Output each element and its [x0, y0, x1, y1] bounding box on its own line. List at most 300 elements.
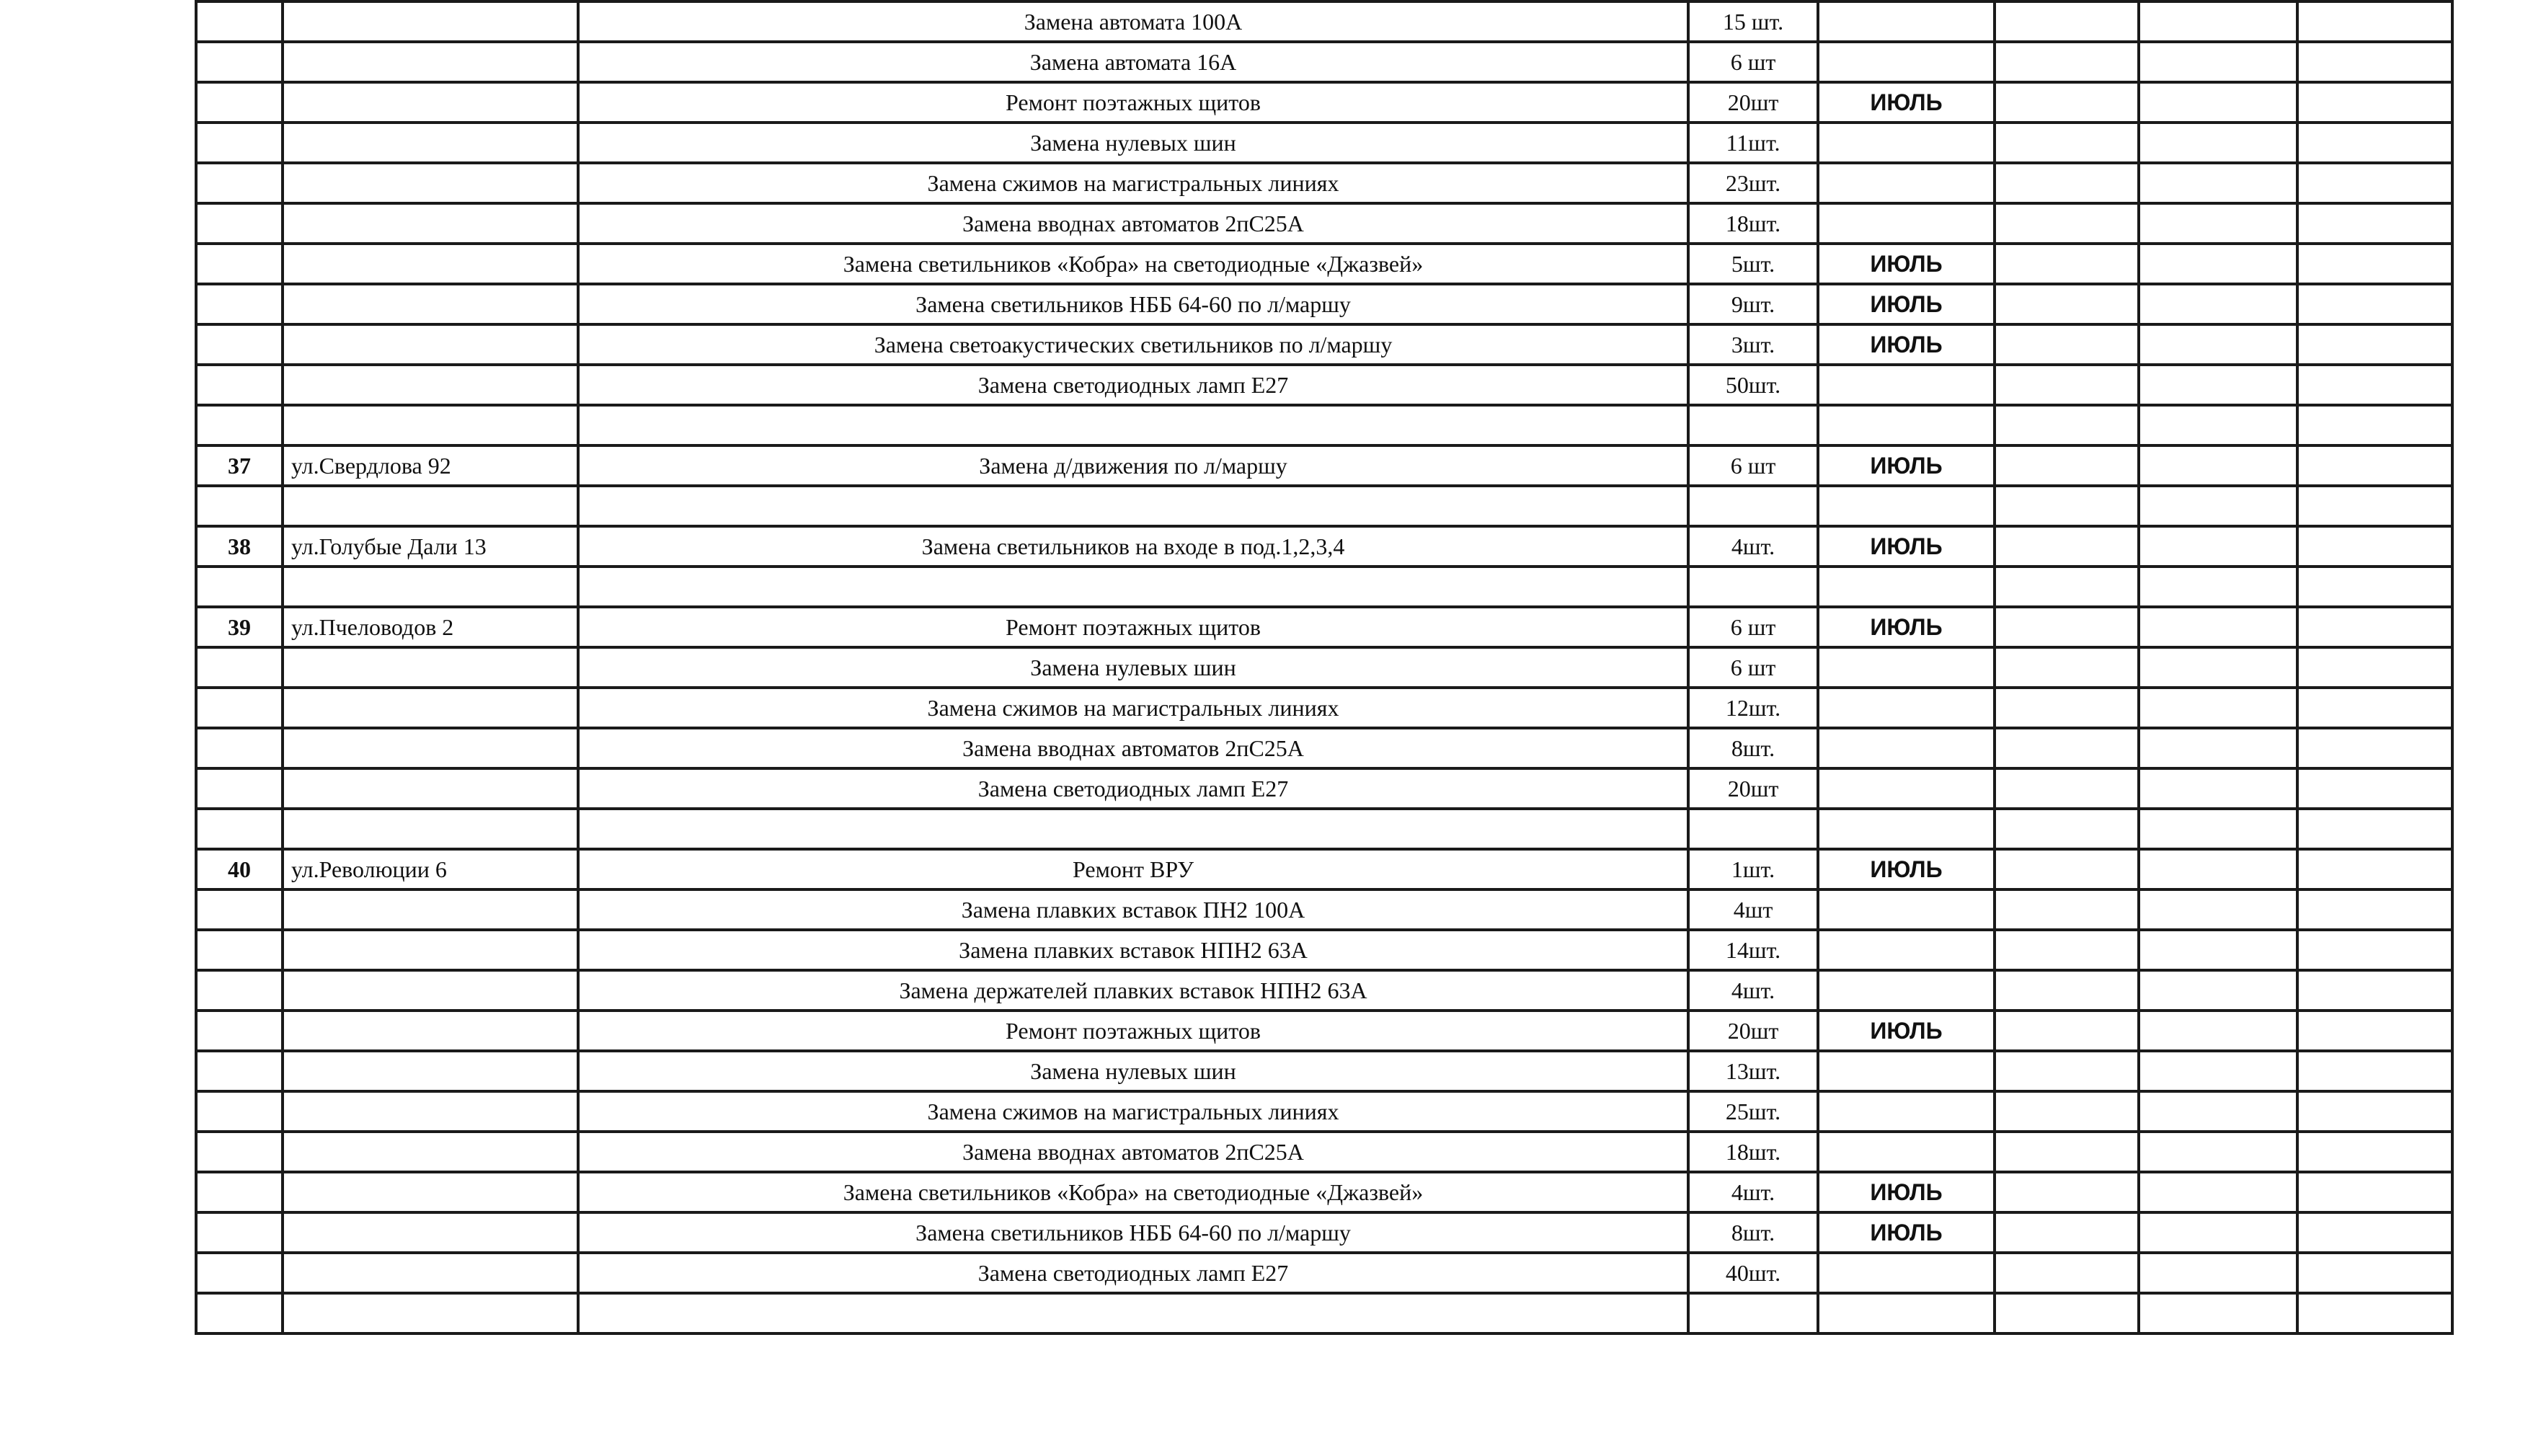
- table-row: [196, 889, 2452, 930]
- work-description-cell: Замена плавких вставок НПН2 63А: [578, 930, 1688, 970]
- table-row: [196, 123, 2452, 163]
- work-description-cell: [578, 405, 1688, 445]
- month-cell: [1818, 970, 1995, 1011]
- row-number-cell: [196, 1, 283, 42]
- empty-cell: [1995, 1091, 2139, 1132]
- quantity-cell: [1688, 809, 1818, 849]
- empty-cell: [2297, 123, 2452, 163]
- empty-cell: [2139, 849, 2297, 889]
- quantity-cell: 8шт.: [1688, 728, 1818, 768]
- row-number-cell: [196, 42, 283, 82]
- empty-cell: [2297, 42, 2452, 82]
- empty-cell: [1995, 768, 2139, 809]
- work-description-cell: Замена автомата 16А: [578, 42, 1688, 82]
- empty-cell: [2139, 688, 2297, 728]
- address-cell: [283, 284, 578, 324]
- address-cell: [283, 809, 578, 849]
- empty-cell: [2139, 284, 2297, 324]
- work-description-cell: Замена светильников «Кобра» на светодиодные «Джазвей»: [578, 244, 1688, 284]
- empty-cell: [2297, 1051, 2452, 1091]
- empty-cell: [2139, 526, 2297, 567]
- address-cell: [283, 1051, 578, 1091]
- table-row: [196, 728, 2452, 768]
- table-row: [196, 42, 2452, 82]
- quantity-cell: 6 шт: [1688, 42, 1818, 82]
- address-cell: ул.Свердлова 92: [283, 445, 578, 486]
- empty-cell: [2139, 1293, 2297, 1333]
- quantity-cell: [1688, 486, 1818, 526]
- empty-cell: [1995, 607, 2139, 647]
- row-number-cell: 39: [196, 607, 283, 647]
- row-number-cell: 38: [196, 526, 283, 567]
- work-description-cell: Замена светоакустических светильников по л/маршу: [578, 324, 1688, 365]
- empty-cell: [1995, 244, 2139, 284]
- month-cell: [1818, 647, 1995, 688]
- table-row: [196, 1091, 2452, 1132]
- empty-cell: [2297, 849, 2452, 889]
- address-cell: [283, 567, 578, 607]
- empty-cell: [2297, 809, 2452, 849]
- month-cell: [1818, 203, 1995, 244]
- empty-cell: [2297, 1011, 2452, 1051]
- empty-cell: [1995, 82, 2139, 123]
- address-cell: ул.Пчеловодов 2: [283, 607, 578, 647]
- empty-cell: [1995, 647, 2139, 688]
- empty-cell: [1995, 1172, 2139, 1212]
- work-description-cell: Замена автомата 100А: [578, 1, 1688, 42]
- empty-cell: [2139, 203, 2297, 244]
- row-number-cell: [196, 1051, 283, 1091]
- table-row: [196, 1011, 2452, 1051]
- empty-cell: [1995, 970, 2139, 1011]
- empty-cell: [2139, 1011, 2297, 1051]
- works-table-body: [196, 1, 2452, 1333]
- month-cell: [1818, 768, 1995, 809]
- empty-cell: [2297, 82, 2452, 123]
- work-description-cell: Ремонт поэтажных щитов: [578, 82, 1688, 123]
- address-cell: [283, 1132, 578, 1172]
- month-cell: [1818, 728, 1995, 768]
- empty-cell: [2139, 324, 2297, 365]
- empty-cell: [2297, 244, 2452, 284]
- empty-cell: [2139, 607, 2297, 647]
- empty-cell: [2297, 1, 2452, 42]
- empty-cell: [2139, 930, 2297, 970]
- month-cell: [1818, 1253, 1995, 1293]
- address-cell: [283, 486, 578, 526]
- empty-cell: [1995, 123, 2139, 163]
- empty-cell: [2297, 1172, 2452, 1212]
- table-row: [196, 365, 2452, 405]
- empty-cell: [2297, 163, 2452, 203]
- empty-cell: [2297, 1091, 2452, 1132]
- work-description-cell: Замена светильников «Кобра» на светодиодные «Джазвей»: [578, 1172, 1688, 1212]
- quantity-cell: 50шт.: [1688, 365, 1818, 405]
- address-cell: [283, 1, 578, 42]
- address-cell: [283, 42, 578, 82]
- table-row: [196, 82, 2452, 123]
- month-cell: ИЮЛЬ: [1818, 1212, 1995, 1253]
- address-cell: [283, 930, 578, 970]
- work-description-cell: Замена сжимов на магистральных линиях: [578, 1091, 1688, 1132]
- empty-cell: [2297, 284, 2452, 324]
- month-cell: [1818, 1051, 1995, 1091]
- quantity-cell: 23шт.: [1688, 163, 1818, 203]
- work-description-cell: Замена сжимов на магистральных линиях: [578, 163, 1688, 203]
- table-row: [196, 526, 2452, 567]
- quantity-cell: 20шт: [1688, 1011, 1818, 1051]
- month-cell: [1818, 163, 1995, 203]
- row-number-cell: [196, 647, 283, 688]
- table-row: [196, 284, 2452, 324]
- empty-cell: [2139, 728, 2297, 768]
- empty-cell: [2297, 970, 2452, 1011]
- work-description-cell: Ремонт поэтажных щитов: [578, 1011, 1688, 1051]
- empty-cell: [2297, 1253, 2452, 1293]
- empty-cell: [2139, 1212, 2297, 1253]
- table-row: [196, 1172, 2452, 1212]
- table-row: [196, 849, 2452, 889]
- empty-cell: [1995, 1293, 2139, 1333]
- empty-cell: [2139, 445, 2297, 486]
- empty-cell: [2139, 1132, 2297, 1172]
- empty-cell: [2139, 1091, 2297, 1132]
- address-cell: [283, 82, 578, 123]
- work-description-cell: Ремонт поэтажных щитов: [578, 607, 1688, 647]
- empty-cell: [2139, 970, 2297, 1011]
- table-row: [196, 768, 2452, 809]
- row-number-cell: [196, 688, 283, 728]
- address-cell: [283, 728, 578, 768]
- work-description-cell: Замена светильников НББ 64-60 по л/маршу: [578, 284, 1688, 324]
- table-row: [196, 203, 2452, 244]
- table-row: [196, 809, 2452, 849]
- empty-cell: [2297, 1293, 2452, 1333]
- empty-cell: [2297, 607, 2452, 647]
- empty-cell: [2139, 365, 2297, 405]
- month-cell: [1818, 1, 1995, 42]
- month-cell: ИЮЛЬ: [1818, 445, 1995, 486]
- empty-cell: [2297, 324, 2452, 365]
- month-cell: [1818, 889, 1995, 930]
- quantity-cell: 25шт.: [1688, 1091, 1818, 1132]
- table-row: [196, 486, 2452, 526]
- month-cell: ИЮЛЬ: [1818, 1172, 1995, 1212]
- quantity-cell: 4шт.: [1688, 1172, 1818, 1212]
- month-cell: [1818, 42, 1995, 82]
- table-row: [196, 688, 2452, 728]
- empty-cell: [2297, 526, 2452, 567]
- table-row: [196, 930, 2452, 970]
- address-cell: [283, 688, 578, 728]
- table-row: [196, 405, 2452, 445]
- row-number-cell: [196, 930, 283, 970]
- month-cell: [1818, 1293, 1995, 1333]
- month-cell: [1818, 1091, 1995, 1132]
- empty-cell: [2139, 42, 2297, 82]
- empty-cell: [1995, 889, 2139, 930]
- month-cell: [1818, 486, 1995, 526]
- row-number-cell: [196, 809, 283, 849]
- quantity-cell: 8шт.: [1688, 1212, 1818, 1253]
- work-description-cell: Замена нулевых шин: [578, 1051, 1688, 1091]
- work-description-cell: Замена держателей плавких вставок НПН2 63А: [578, 970, 1688, 1011]
- empty-cell: [1995, 42, 2139, 82]
- quantity-cell: 4шт.: [1688, 970, 1818, 1011]
- address-cell: [283, 1293, 578, 1333]
- row-number-cell: [196, 365, 283, 405]
- row-number-cell: [196, 244, 283, 284]
- quantity-cell: 13шт.: [1688, 1051, 1818, 1091]
- row-number-cell: [196, 1172, 283, 1212]
- empty-cell: [1995, 1132, 2139, 1172]
- empty-cell: [1995, 849, 2139, 889]
- month-cell: ИЮЛЬ: [1818, 284, 1995, 324]
- row-number-cell: [196, 1011, 283, 1051]
- works-table: [195, 0, 2454, 1335]
- quantity-cell: 18шт.: [1688, 1132, 1818, 1172]
- quantity-cell: 6 шт: [1688, 647, 1818, 688]
- address-cell: ул.Революции 6: [283, 849, 578, 889]
- month-cell: ИЮЛЬ: [1818, 244, 1995, 284]
- address-cell: [283, 1253, 578, 1293]
- empty-cell: [2139, 889, 2297, 930]
- row-number-cell: [196, 768, 283, 809]
- empty-cell: [2139, 82, 2297, 123]
- row-number-cell: [196, 486, 283, 526]
- work-description-cell: [578, 567, 1688, 607]
- empty-cell: [1995, 930, 2139, 970]
- address-cell: [283, 647, 578, 688]
- empty-cell: [1995, 284, 2139, 324]
- table-row: [196, 445, 2452, 486]
- month-cell: [1818, 123, 1995, 163]
- address-cell: [283, 123, 578, 163]
- work-description-cell: Замена светодиодных ламп Е27: [578, 365, 1688, 405]
- row-number-cell: [196, 284, 283, 324]
- quantity-cell: [1688, 405, 1818, 445]
- month-cell: [1818, 365, 1995, 405]
- row-number-cell: [196, 203, 283, 244]
- quantity-cell: 6 шт: [1688, 445, 1818, 486]
- work-description-cell: Ремонт ВРУ: [578, 849, 1688, 889]
- row-number-cell: [196, 1212, 283, 1253]
- work-description-cell: Замена светильников на входе в под.1,2,3,4: [578, 526, 1688, 567]
- quantity-cell: 3шт.: [1688, 324, 1818, 365]
- table-row: [196, 647, 2452, 688]
- empty-cell: [2139, 1253, 2297, 1293]
- quantity-cell: 4шт.: [1688, 526, 1818, 567]
- empty-cell: [1995, 728, 2139, 768]
- row-number-cell: [196, 405, 283, 445]
- empty-cell: [1995, 203, 2139, 244]
- address-cell: [283, 1212, 578, 1253]
- address-cell: [283, 324, 578, 365]
- empty-cell: [1995, 1051, 2139, 1091]
- quantity-cell: 12шт.: [1688, 688, 1818, 728]
- empty-cell: [1995, 365, 2139, 405]
- month-cell: ИЮЛЬ: [1818, 82, 1995, 123]
- work-description-cell: Замена плавких вставок ПН2 100А: [578, 889, 1688, 930]
- table-row: [196, 1253, 2452, 1293]
- empty-cell: [2297, 1132, 2452, 1172]
- work-description-cell: Замена вводнах автоматов 2пС25А: [578, 203, 1688, 244]
- month-cell: ИЮЛЬ: [1818, 607, 1995, 647]
- empty-cell: [1995, 1, 2139, 42]
- empty-cell: [2297, 445, 2452, 486]
- empty-cell: [2297, 688, 2452, 728]
- row-number-cell: [196, 567, 283, 607]
- empty-cell: [2139, 405, 2297, 445]
- table-row: [196, 1212, 2452, 1253]
- row-number-cell: 40: [196, 849, 283, 889]
- empty-cell: [2297, 365, 2452, 405]
- month-cell: [1818, 567, 1995, 607]
- month-cell: [1818, 688, 1995, 728]
- month-cell: [1818, 809, 1995, 849]
- address-cell: [283, 365, 578, 405]
- empty-cell: [1995, 324, 2139, 365]
- empty-cell: [1995, 163, 2139, 203]
- empty-cell: [2297, 930, 2452, 970]
- empty-cell: [2297, 203, 2452, 244]
- empty-cell: [2139, 486, 2297, 526]
- row-number-cell: [196, 123, 283, 163]
- quantity-cell: 1шт.: [1688, 849, 1818, 889]
- work-description-cell: Замена нулевых шин: [578, 123, 1688, 163]
- address-cell: [283, 768, 578, 809]
- empty-cell: [1995, 688, 2139, 728]
- empty-cell: [2139, 244, 2297, 284]
- empty-cell: [2139, 1, 2297, 42]
- empty-cell: [1995, 1253, 2139, 1293]
- table-row: [196, 1051, 2452, 1091]
- month-cell: [1818, 1132, 1995, 1172]
- work-description-cell: Замена д/движения по л/маршу: [578, 445, 1688, 486]
- address-cell: [283, 244, 578, 284]
- table-row: [196, 1293, 2452, 1333]
- empty-cell: [2297, 647, 2452, 688]
- row-number-cell: [196, 1293, 283, 1333]
- row-number-cell: [196, 82, 283, 123]
- empty-cell: [2297, 889, 2452, 930]
- empty-cell: [2139, 809, 2297, 849]
- work-description-cell: [578, 486, 1688, 526]
- empty-cell: [1995, 809, 2139, 849]
- empty-cell: [2297, 486, 2452, 526]
- quantity-cell: 18шт.: [1688, 203, 1818, 244]
- table-row: [196, 1132, 2452, 1172]
- address-cell: [283, 203, 578, 244]
- empty-cell: [2139, 647, 2297, 688]
- quantity-cell: 11шт.: [1688, 123, 1818, 163]
- row-number-cell: [196, 1132, 283, 1172]
- quantity-cell: 4шт: [1688, 889, 1818, 930]
- work-description-cell: Замена вводнах автоматов 2пС25А: [578, 1132, 1688, 1172]
- month-cell: ИЮЛЬ: [1818, 526, 1995, 567]
- row-number-cell: [196, 970, 283, 1011]
- month-cell: [1818, 405, 1995, 445]
- table-row: [196, 607, 2452, 647]
- row-number-cell: [196, 324, 283, 365]
- quantity-cell: 15 шт.: [1688, 1, 1818, 42]
- table-row: [196, 324, 2452, 365]
- address-cell: [283, 405, 578, 445]
- empty-cell: [1995, 405, 2139, 445]
- row-number-cell: [196, 1091, 283, 1132]
- row-number-cell: [196, 889, 283, 930]
- quantity-cell: 14шт.: [1688, 930, 1818, 970]
- table-row: [196, 1, 2452, 42]
- work-description-cell: [578, 1293, 1688, 1333]
- address-cell: [283, 163, 578, 203]
- quantity-cell: 20шт: [1688, 768, 1818, 809]
- address-cell: [283, 1011, 578, 1051]
- empty-cell: [2139, 1051, 2297, 1091]
- empty-cell: [1995, 445, 2139, 486]
- quantity-cell: 40шт.: [1688, 1253, 1818, 1293]
- work-description-cell: Замена светильников НББ 64-60 по л/маршу: [578, 1212, 1688, 1253]
- empty-cell: [2297, 728, 2452, 768]
- document-sheet: [195, 0, 2451, 1335]
- work-description-cell: Замена сжимов на магистральных линиях: [578, 688, 1688, 728]
- row-number-cell: [196, 728, 283, 768]
- row-number-cell: [196, 1253, 283, 1293]
- row-number-cell: [196, 163, 283, 203]
- empty-cell: [1995, 1212, 2139, 1253]
- empty-cell: [1995, 567, 2139, 607]
- empty-cell: [2139, 123, 2297, 163]
- month-cell: ИЮЛЬ: [1818, 324, 1995, 365]
- work-description-cell: Замена светодиодных ламп Е27: [578, 1253, 1688, 1293]
- address-cell: [283, 970, 578, 1011]
- empty-cell: [2297, 768, 2452, 809]
- quantity-cell: 5шт.: [1688, 244, 1818, 284]
- empty-cell: [1995, 526, 2139, 567]
- address-cell: [283, 889, 578, 930]
- quantity-cell: [1688, 567, 1818, 607]
- work-description-cell: [578, 809, 1688, 849]
- quantity-cell: 20шт: [1688, 82, 1818, 123]
- empty-cell: [1995, 1011, 2139, 1051]
- table-row: [196, 567, 2452, 607]
- quantity-cell: 6 шт: [1688, 607, 1818, 647]
- empty-cell: [2297, 405, 2452, 445]
- empty-cell: [2139, 1172, 2297, 1212]
- quantity-cell: [1688, 1293, 1818, 1333]
- work-description-cell: Замена вводнах автоматов 2пС25А: [578, 728, 1688, 768]
- work-description-cell: Замена светодиодных ламп Е27: [578, 768, 1688, 809]
- empty-cell: [2139, 163, 2297, 203]
- address-cell: [283, 1172, 578, 1212]
- table-row: [196, 163, 2452, 203]
- empty-cell: [2139, 768, 2297, 809]
- row-number-cell: 37: [196, 445, 283, 486]
- quantity-cell: 9шт.: [1688, 284, 1818, 324]
- table-row: [196, 970, 2452, 1011]
- table-row: [196, 244, 2452, 284]
- month-cell: ИЮЛЬ: [1818, 849, 1995, 889]
- address-cell: ул.Голубые Дали 13: [283, 526, 578, 567]
- month-cell: [1818, 930, 1995, 970]
- empty-cell: [2297, 567, 2452, 607]
- work-description-cell: Замена нулевых шин: [578, 647, 1688, 688]
- empty-cell: [2139, 567, 2297, 607]
- empty-cell: [2297, 1212, 2452, 1253]
- empty-cell: [1995, 486, 2139, 526]
- month-cell: ИЮЛЬ: [1818, 1011, 1995, 1051]
- address-cell: [283, 1091, 578, 1132]
